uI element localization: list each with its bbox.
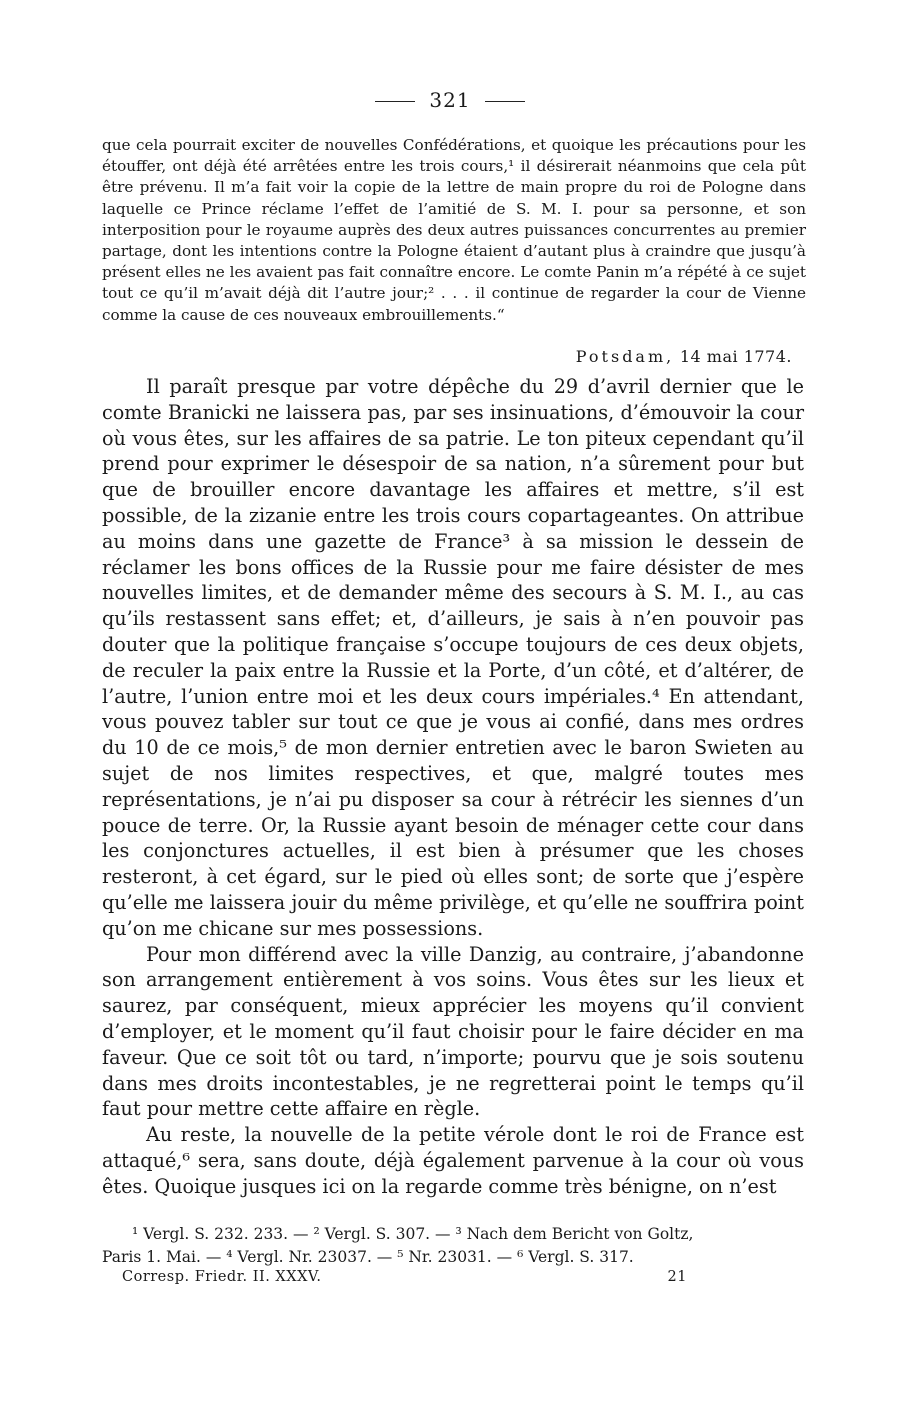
footnotes xyxy=(102,1223,804,1269)
footnote-line: ¹ Vergl. S. 232. 233. — ² Vergl. S. 307. — ³ Nach dem Bericht von Goltz, xyxy=(132,1225,694,1243)
body-paragraph: Au reste, la nouvelle de la petite vérole dont le roi de France est attaqué,⁶ sera, sans doute, déjà également parvenue à la cour où vous êtes. Quoique jusques ici on la regarde comme très bénigne, on n’est xyxy=(102,1123,804,1198)
page-header xyxy=(0,88,900,112)
signature-mark: 21 xyxy=(667,1269,687,1285)
dateline-place: Potsdam, xyxy=(575,347,675,366)
footnote-line: Paris 1. Mai. — ⁴ Vergl. Nr. 23037. — ⁵ Nr. 23031. — ⁶ Vergl. S. 317. xyxy=(102,1248,634,1266)
header-rule-right xyxy=(485,101,525,102)
page-number: 321 xyxy=(429,88,471,112)
letter-body xyxy=(102,374,804,1200)
body-paragraph: Il paraît presque par votre dépêche du 29 d’avril dernier que le comte Branicki ne laissera pas, par ses insinuations, d’émouvoir la cour où vous êtes, sur les affaires de sa patrie. Le ton piteux cependant qu’il prend pour exprimer le désespoir de sa nation, n’a sûrement pour but que de brouiller encore davantage les affaires et mettre, s’il est possible, de la zizanie entre les trois cours copartageantes. On attribue au moins dans une gazette de France³ à sa mission le dessein de réclamer les bons offices de la Russie pour me faire désister de mes nouvelles limites, et de demander même des secours à S. M. I., au cas qu’ils restassent sans effet; et, d’ailleurs, je sais à n’en pouvoir pas douter que la politique française s’occupe toujours de ces deux objets, de reculer la paix entre la Russie et la Porte, d’un côté, et d’altérer, de l’autre, l’union entre moi et les deux cours impériales.⁴ En attendant, vous pouvez tabler sur tout ce que je vous ai confié, dans mes ordres du 10 de ce mois,⁵ de mon dernier entretien avec le baron Swieten au sujet de nos limites respectives, et que, malgré toutes mes représentations, je n’ai pu disposer sa cour à rétrécir les siennes d’un pouce de terre. Or, la Russie ayant besoin de ménager cette cour dans les conjonctures actuelles, il est bien à présumer que les choses resteront, à cet égard, sur le pied où elles sont; de sorte que j’espère qu’elle me laissera jouir du même privilège, et qu’elle ne souffrira point qu’on me chicane sur mes possessions. xyxy=(102,375,804,940)
dateline xyxy=(102,347,792,366)
header-rule-left xyxy=(375,101,415,102)
dateline-date: 14 mai 1774. xyxy=(679,347,792,366)
source-reference: Corresp. Friedr. II. XXXV. xyxy=(122,1269,322,1285)
quoted-report: que cela pourrait exciter de nouvelles Confédérations, et quoique les précautions pour les étouffer, ont déjà été arrêtées entre les trois cours,¹ il désirerait néanmoins que cela pût être prévenu. Il m’a fait voir la copie de la lettre de main propre du roi de Pologne dans laquelle ce Prince réclame l’effet de l’amitié de S. M. I. pour sa personne, et son interposition pour le royaume auprès des deux autres puissances concurrentes au premier partage, dont les intentions contre la Pologne étaient d’autant plus à craindre que jusqu’à présent elles ne les avaient pas fait connaître encore. Le comte Panin m’a répété à ce sujet tout ce qu’il m’avait déjà dit l’autre jour;² . . . il continue de regarder la cour de Vienne comme la cause de ces nouveaux embrouillements.“ xyxy=(102,136,806,324)
body-paragraph: Pour mon différend avec la ville Danzig, au contraire, j’abandonne son arrangement entièrement à vos soins. Vous êtes sur les lieux et saurez, par conséquent, mieux apprécier les moyens qu’il convient d’employer, et le moment qu’il faut choisir pour le faire décider en ma faveur. Que ce soit tôt ou tard, n’importe; pourvu que je sois soutenu dans mes droits incontestables, je ne regretterai point le temps qu’il faut pour mettre cette affaire en règle. xyxy=(102,942,804,1121)
page-footer xyxy=(122,1269,687,1285)
